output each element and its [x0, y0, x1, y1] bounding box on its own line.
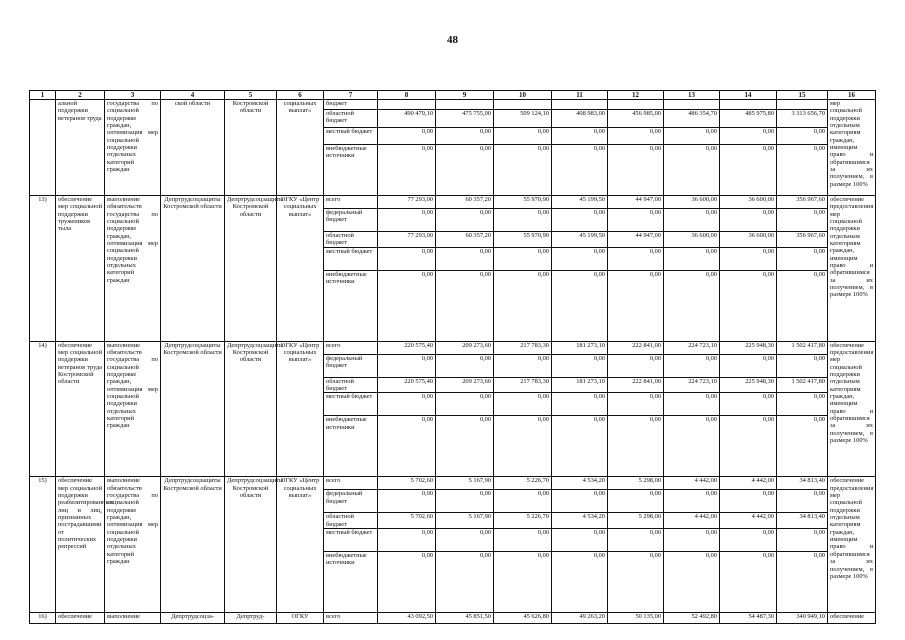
funding-value: 0,00: [720, 247, 777, 270]
column-header-8: 8: [378, 91, 436, 100]
funding-source-label: федеральный бюджет: [324, 354, 378, 377]
funding-value: 0,00: [664, 128, 720, 145]
funding-source-label: местный бюджет: [324, 247, 378, 270]
customer-name: Депртрудсоцзащиты Костромской области: [225, 477, 277, 613]
table-row: [30, 196, 876, 209]
funding-value: [777, 100, 828, 110]
funding-value: 0,00: [378, 145, 436, 196]
column-header-3: 3: [105, 91, 161, 100]
row-number: 13): [30, 196, 56, 342]
activity-name: обеспечение мер социальной поддержки реабилитированных лиц и лиц, признанных пострадавшими от политических репрессий: [56, 477, 105, 613]
table-row: [30, 100, 876, 110]
funding-value: 408 983,00: [552, 110, 608, 128]
funding-source-label: областной бюджет: [324, 377, 378, 393]
funding-value: 0,00: [664, 247, 720, 270]
activity-name: альной поддержки ветеранов труда: [56, 100, 105, 196]
funding-source-label: всего: [324, 477, 378, 490]
funding-value: 5 298,00: [608, 477, 664, 490]
funding-value: 0,00: [494, 490, 552, 513]
funding-value: 0,00: [436, 145, 494, 196]
funding-value: 4 442,00: [720, 513, 777, 529]
funding-value: 4 442,00: [664, 513, 720, 529]
activity-name: обеспечение мер социальной поддержки тружеников тыла: [56, 196, 105, 342]
funding-value: 4 442,00: [664, 477, 720, 490]
column-header-14: 14: [720, 91, 777, 100]
funding-value: 209 273,60: [436, 377, 494, 393]
funding-value: 0,00: [664, 529, 720, 552]
activity-name: обеспечение мер социальной поддержки ветеранов труда Костромской области: [56, 341, 105, 477]
expected-result: обеспечение предоставления мер социальной поддержки отдельным категориям граждан, имеющим право и обратившимся за их получением, в размере 100%: [828, 341, 876, 477]
funding-value: 0,00: [777, 128, 828, 145]
funding-value: 220 575,40: [378, 377, 436, 393]
expected-result: обеспечение предоставления мер социальной поддержки отдельным категориям граждан, имеющим право и обратившимся за их получением, в размере 100%: [828, 196, 876, 342]
row-number: [30, 100, 56, 196]
executor-name: ской области: [161, 100, 225, 196]
column-header-row: [30, 91, 876, 100]
funding-value: 0,00: [777, 490, 828, 513]
table-row: [30, 477, 876, 490]
funding-value: 0,00: [664, 270, 720, 341]
funding-value: 5 226,70: [494, 513, 552, 529]
activity-aim: выполнение обязательств государства по социальной поддержке граждан, оптимизация мер социальной поддержки отдельных категорий граждан: [105, 196, 161, 342]
funding-source-label: внебюджетные источники: [324, 552, 378, 613]
funding-value: [664, 100, 720, 110]
funding-value: 77 293,00: [378, 196, 436, 209]
funding-value: [552, 100, 608, 110]
funding-source-label: областной бюджет: [324, 232, 378, 248]
funding-source-label: всего: [324, 196, 378, 209]
customer-name: Депртруд-: [225, 613, 277, 624]
table-row: [30, 613, 876, 624]
funding-value: 0,00: [720, 145, 777, 196]
executor-name: Депртрудсоцзащиты Костромской области: [161, 341, 225, 477]
funding-value: 0,00: [608, 416, 664, 477]
column-header-13: 13: [664, 91, 720, 100]
funding-value: 0,00: [777, 416, 828, 477]
funding-value: 0,00: [720, 354, 777, 377]
funding-value: 36 600,00: [720, 232, 777, 248]
funding-value: 5 167,90: [436, 513, 494, 529]
funding-value: 0,00: [436, 529, 494, 552]
funding-value: 0,00: [664, 209, 720, 232]
funding-value: 36 600,00: [664, 232, 720, 248]
executor-name: Депртрудсоцза-: [161, 613, 225, 624]
row-number: 14): [30, 341, 56, 477]
funding-value: 0,00: [436, 247, 494, 270]
funding-value: 45 851,50: [436, 613, 494, 624]
funding-value: 0,00: [608, 529, 664, 552]
funding-value: 0,00: [378, 416, 436, 477]
funding-value: [608, 100, 664, 110]
funding-value: 43 092,50: [378, 613, 436, 624]
activity-aim: выполнение обязательств государства по социальной поддержке граждан, оптимизация мер социальной поддержки отдельных категорий граждан: [105, 477, 161, 613]
funding-source-label: внебюджетные источники: [324, 270, 378, 341]
funding-value: 0,00: [552, 145, 608, 196]
funding-value: 225 948,30: [720, 377, 777, 393]
funding-value: 0,00: [552, 529, 608, 552]
funding-source-label: областной бюджет: [324, 110, 378, 128]
column-header-16: 16: [828, 91, 876, 100]
column-header-11: 11: [552, 91, 608, 100]
funding-value: 0,00: [777, 270, 828, 341]
column-header-1: 1: [30, 91, 56, 100]
funding-value: 60 357,20: [436, 196, 494, 209]
funding-value: 0,00: [552, 128, 608, 145]
funding-value: 0,00: [552, 209, 608, 232]
row-number: 15): [30, 477, 56, 613]
funding-value: 340 949,10: [777, 613, 828, 624]
funding-value: 0,00: [494, 270, 552, 341]
funding-value: 0,00: [664, 490, 720, 513]
funding-value: 0,00: [552, 490, 608, 513]
customer-name: Депртрудсоцзащиты Костромской области: [225, 196, 277, 342]
funding-value: 0,00: [552, 270, 608, 341]
funding-value: 181 273,10: [552, 341, 608, 354]
column-header-2: 2: [56, 91, 105, 100]
funding-value: 5 167,90: [436, 477, 494, 490]
funding-value: 3 313 656,70: [777, 110, 828, 128]
funding-value: 44 947,00: [608, 196, 664, 209]
funding-value: 0,00: [494, 354, 552, 377]
funding-value: 0,00: [494, 529, 552, 552]
funding-value: 0,00: [552, 393, 608, 416]
funding-value: [720, 100, 777, 110]
funding-value: 0,00: [720, 416, 777, 477]
recipient-name: ОГКУ «Центр социальных выплат»: [277, 477, 324, 613]
funding-source-label: местный бюджет: [324, 393, 378, 416]
funding-value: 0,00: [378, 354, 436, 377]
column-header-10: 10: [494, 91, 552, 100]
funding-value: 4 442,00: [720, 477, 777, 490]
funding-value: 356 967,60: [777, 232, 828, 248]
funding-source-label: внебюджетные источники: [324, 416, 378, 477]
column-header-5: 5: [225, 91, 277, 100]
funding-source-label: всего: [324, 341, 378, 354]
funding-value: 0,00: [494, 393, 552, 416]
funding-value: 49 263,20: [552, 613, 608, 624]
funding-value: 217 783,30: [494, 377, 552, 393]
funding-value: 0,00: [436, 270, 494, 341]
funding-value: 0,00: [720, 552, 777, 613]
funding-value: 0,00: [664, 354, 720, 377]
funding-value: 34 813,40: [777, 477, 828, 490]
funding-value: 0,00: [608, 247, 664, 270]
page-number: 48: [447, 34, 458, 46]
funding-value: 0,00: [777, 393, 828, 416]
recipient-name: ОГКУ «Центр социальных выплат»: [277, 341, 324, 477]
funding-value: 50 135,00: [608, 613, 664, 624]
funding-value: 0,00: [378, 270, 436, 341]
funding-value: 181 273,10: [552, 377, 608, 393]
funding-value: 222 841,00: [608, 377, 664, 393]
funding-value: 0,00: [552, 247, 608, 270]
funding-value: 0,00: [378, 128, 436, 145]
funding-value: 36 600,00: [720, 196, 777, 209]
activity-aim: выполнение: [105, 613, 161, 624]
funding-value: 0,00: [378, 209, 436, 232]
funding-value: 0,00: [552, 416, 608, 477]
funding-source-label: областной бюджет: [324, 513, 378, 529]
funding-value: 45 199,50: [552, 196, 608, 209]
funding-value: 217 783,30: [494, 341, 552, 354]
funding-value: 0,00: [777, 145, 828, 196]
funding-value: 0,00: [720, 490, 777, 513]
funding-value: 0,00: [608, 209, 664, 232]
funding-value: 1 502 417,80: [777, 377, 828, 393]
funding-value: 0,00: [378, 490, 436, 513]
funding-value: 5 226,70: [494, 477, 552, 490]
expected-result: обеспечение: [828, 613, 876, 624]
funding-value: 4 534,20: [552, 513, 608, 529]
funding-value: 4 534,20: [552, 477, 608, 490]
funding-value: 0,00: [608, 393, 664, 416]
funding-value: 0,00: [494, 247, 552, 270]
funding-value: 0,00: [777, 354, 828, 377]
funding-value: 456 985,00: [608, 110, 664, 128]
funding-value: 0,00: [608, 128, 664, 145]
funding-value: 0,00: [664, 552, 720, 613]
expected-result: мер социальной поддержки отдельным категориям граждан, имеющим право и обратившимся за их получением, в размере 100%: [828, 100, 876, 196]
funding-value: 5 702,60: [378, 477, 436, 490]
activity-name: обеспечение: [56, 613, 105, 624]
funding-value: 0,00: [608, 354, 664, 377]
program-table: [29, 90, 876, 624]
funding-value: 1 502 417,80: [777, 341, 828, 354]
funding-value: 0,00: [777, 552, 828, 613]
funding-value: 60 357,20: [436, 232, 494, 248]
recipient-name: ОГКУ: [277, 613, 324, 624]
funding-value: 0,00: [720, 209, 777, 232]
funding-value: 0,00: [664, 393, 720, 416]
funding-source-label: федеральный бюджет: [324, 490, 378, 513]
funding-value: 0,00: [436, 393, 494, 416]
funding-value: 0,00: [664, 145, 720, 196]
funding-value: 0,00: [608, 552, 664, 613]
funding-value: 224 723,10: [664, 341, 720, 354]
column-header-4: 4: [161, 91, 225, 100]
funding-value: 225 948,30: [720, 341, 777, 354]
funding-value: 0,00: [494, 128, 552, 145]
executor-name: Депртрудсоцзащиты Костромской области: [161, 477, 225, 613]
funding-value: 0,00: [436, 209, 494, 232]
executor-name: Депртрудсоцзащиты Костромской области: [161, 196, 225, 342]
funding-value: 0,00: [378, 393, 436, 416]
funding-value: 36 600,00: [664, 196, 720, 209]
customer-name: Депртрудсоцзащиты Костромской области: [225, 341, 277, 477]
funding-value: 0,00: [494, 209, 552, 232]
funding-value: 224 723,10: [664, 377, 720, 393]
expected-result: обеспечение предоставления мер социальной поддержки отдельным категориям граждан, имеющим право и обратившимся за их получением, в размере 100%: [828, 477, 876, 613]
funding-value: 0,00: [777, 209, 828, 232]
funding-value: 0,00: [494, 416, 552, 477]
table-row: [30, 341, 876, 354]
funding-value: 44 947,00: [608, 232, 664, 248]
funding-value: 222 841,00: [608, 341, 664, 354]
funding-value: 0,00: [436, 354, 494, 377]
funding-value: 45 199,50: [552, 232, 608, 248]
funding-value: 0,00: [777, 529, 828, 552]
funding-value: 209 273,60: [436, 341, 494, 354]
funding-value: [436, 100, 494, 110]
funding-value: [378, 100, 436, 110]
funding-value: [494, 100, 552, 110]
funding-value: 0,00: [720, 128, 777, 145]
funding-source-label: внебюджетные источники: [324, 145, 378, 196]
funding-value: 54 487,30: [720, 613, 777, 624]
funding-value: 34 813,40: [777, 513, 828, 529]
column-header-9: 9: [436, 91, 494, 100]
funding-source-label: федеральный бюджет: [324, 209, 378, 232]
column-header-12: 12: [608, 91, 664, 100]
funding-value: 0,00: [378, 247, 436, 270]
funding-value: 0,00: [720, 529, 777, 552]
funding-source-label: всего: [324, 613, 378, 624]
activity-aim: выполнение обязательств государства по социальной поддержке граждан, оптимизация мер социальной поддержки отдельных категорий граждан: [105, 341, 161, 477]
funding-value: 509 124,10: [494, 110, 552, 128]
recipient-name: социальных выплат»: [277, 100, 324, 196]
funding-source-label: местный бюджет: [324, 128, 378, 145]
funding-value: 0,00: [720, 393, 777, 416]
funding-value: 0,00: [552, 354, 608, 377]
funding-source-label: местный бюджет: [324, 529, 378, 552]
customer-name: Костромской области: [225, 100, 277, 196]
funding-value: 5 702,60: [378, 513, 436, 529]
funding-value: 0,00: [494, 552, 552, 613]
funding-value: 356 967,60: [777, 196, 828, 209]
funding-value: 0,00: [494, 145, 552, 196]
funding-value: 485 975,80: [720, 110, 777, 128]
funding-value: 0,00: [552, 552, 608, 613]
recipient-name: ОГКУ «Центр социальных выплат»: [277, 196, 324, 342]
funding-value: 0,00: [777, 247, 828, 270]
funding-value: 77 293,00: [378, 232, 436, 248]
funding-value: 0,00: [436, 416, 494, 477]
funding-value: 5 298,00: [608, 513, 664, 529]
funding-value: 0,00: [436, 128, 494, 145]
funding-value: 0,00: [436, 490, 494, 513]
funding-value: 45 626,80: [494, 613, 552, 624]
funding-value: 0,00: [608, 490, 664, 513]
funding-value: 0,00: [720, 270, 777, 341]
column-header-15: 15: [777, 91, 828, 100]
funding-value: 0,00: [608, 270, 664, 341]
funding-value: 0,00: [378, 552, 436, 613]
funding-value: 0,00: [664, 416, 720, 477]
funding-value: 55 970,90: [494, 232, 552, 248]
funding-value: 475 755,00: [436, 110, 494, 128]
funding-source-label: бюджет: [324, 100, 378, 110]
funding-value: 52 492,80: [664, 613, 720, 624]
column-header-6: 6: [277, 91, 324, 100]
funding-value: 220 575,40: [378, 341, 436, 354]
funding-value: 0,00: [436, 552, 494, 613]
activity-aim: государства по социальной поддержке граждан, оптимизация мер социальной поддержки отдельных категорий граждан: [105, 100, 161, 196]
row-number: 16): [30, 613, 56, 624]
funding-value: 486 354,70: [664, 110, 720, 128]
funding-value: 55 970,90: [494, 196, 552, 209]
funding-value: 0,00: [608, 145, 664, 196]
column-header-7: 7: [324, 91, 378, 100]
funding-value: 0,00: [378, 529, 436, 552]
funding-value: 490 479,10: [378, 110, 436, 128]
